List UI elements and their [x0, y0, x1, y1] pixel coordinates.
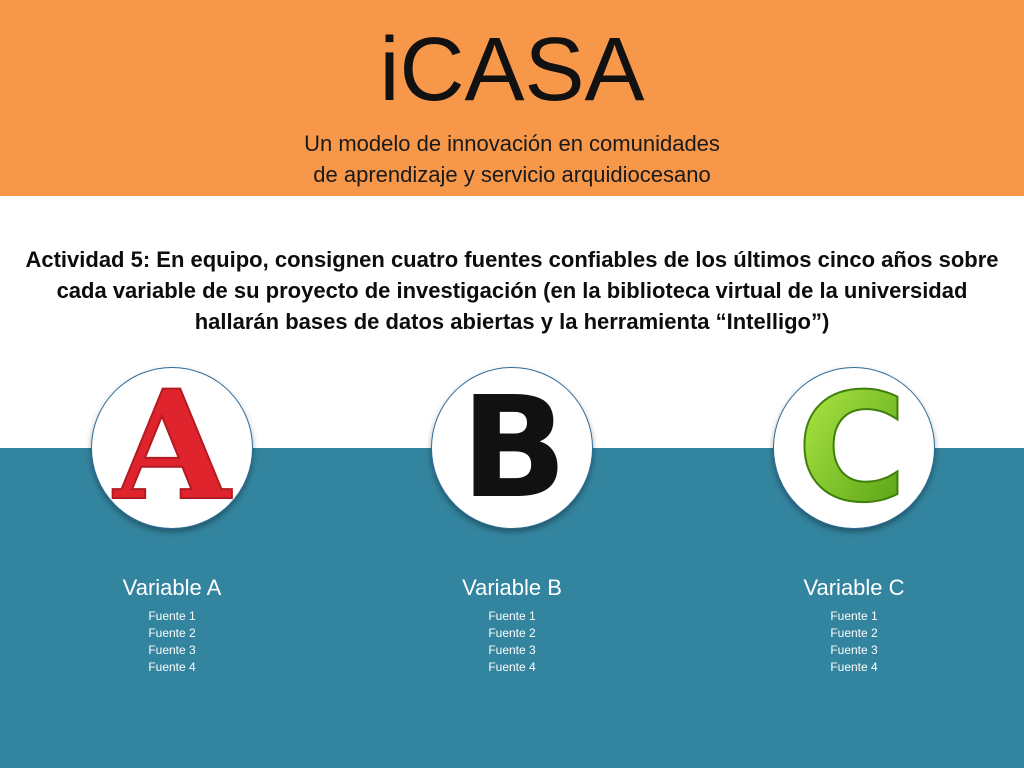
source-item: Fuente 3 — [148, 643, 196, 657]
letter-c-icon — [784, 378, 924, 518]
source-item: Fuente 1 — [488, 609, 536, 623]
activity-instructions — [24, 244, 1000, 337]
source-item: Fuente 4 — [148, 660, 196, 674]
letter-b-icon — [442, 378, 582, 518]
letter-a-icon — [102, 378, 242, 518]
activity-line: cada variable de su proyecto de investigación (en la biblioteca virtual de la universidad — [56, 278, 968, 303]
source-item: Fuente 1 — [148, 609, 196, 623]
variable-c-label: Variable C — [803, 575, 905, 600]
variable-b-label: Variable B — [462, 575, 562, 600]
variable-a-badge — [91, 367, 253, 529]
source-item: Fuente 1 — [830, 609, 878, 623]
activity-line: hallarán bases de datos abiertas y la herramienta “Intelligo”) — [194, 309, 830, 334]
source-item: Fuente 3 — [488, 643, 536, 657]
variable-a-sources — [72, 608, 272, 676]
source-item: Fuente 2 — [148, 626, 196, 640]
variable-c-column — [754, 367, 954, 688]
subtitle-line: de aprendizaje y servicio arquidiocesano — [313, 162, 711, 187]
subtitle-line: Un modelo de innovación en comunidades — [304, 131, 720, 156]
letter-c-glyph: C — [796, 378, 908, 518]
letter-a-glyph: A — [113, 378, 231, 518]
letter-b-glyph: B — [460, 378, 568, 518]
activity-line: Actividad 5: En equipo, consignen cuatro fuentes confiables de los últimos cinco años sobre — [25, 247, 999, 272]
variable-a-column — [72, 367, 272, 688]
variable-b-sources — [412, 608, 612, 676]
slide-subtitle — [0, 128, 1024, 190]
variable-c-sources — [754, 608, 954, 676]
variable-b-badge — [431, 367, 593, 529]
source-item: Fuente 3 — [830, 643, 878, 657]
variable-c-badge — [773, 367, 935, 529]
source-item: Fuente 4 — [488, 660, 536, 674]
source-item: Fuente 4 — [830, 660, 878, 674]
variable-a-label: Variable A — [122, 575, 222, 600]
slide-title: iCASA — [379, 20, 645, 120]
source-item: Fuente 2 — [830, 626, 878, 640]
variable-b-column — [412, 367, 612, 688]
source-item: Fuente 2 — [488, 626, 536, 640]
